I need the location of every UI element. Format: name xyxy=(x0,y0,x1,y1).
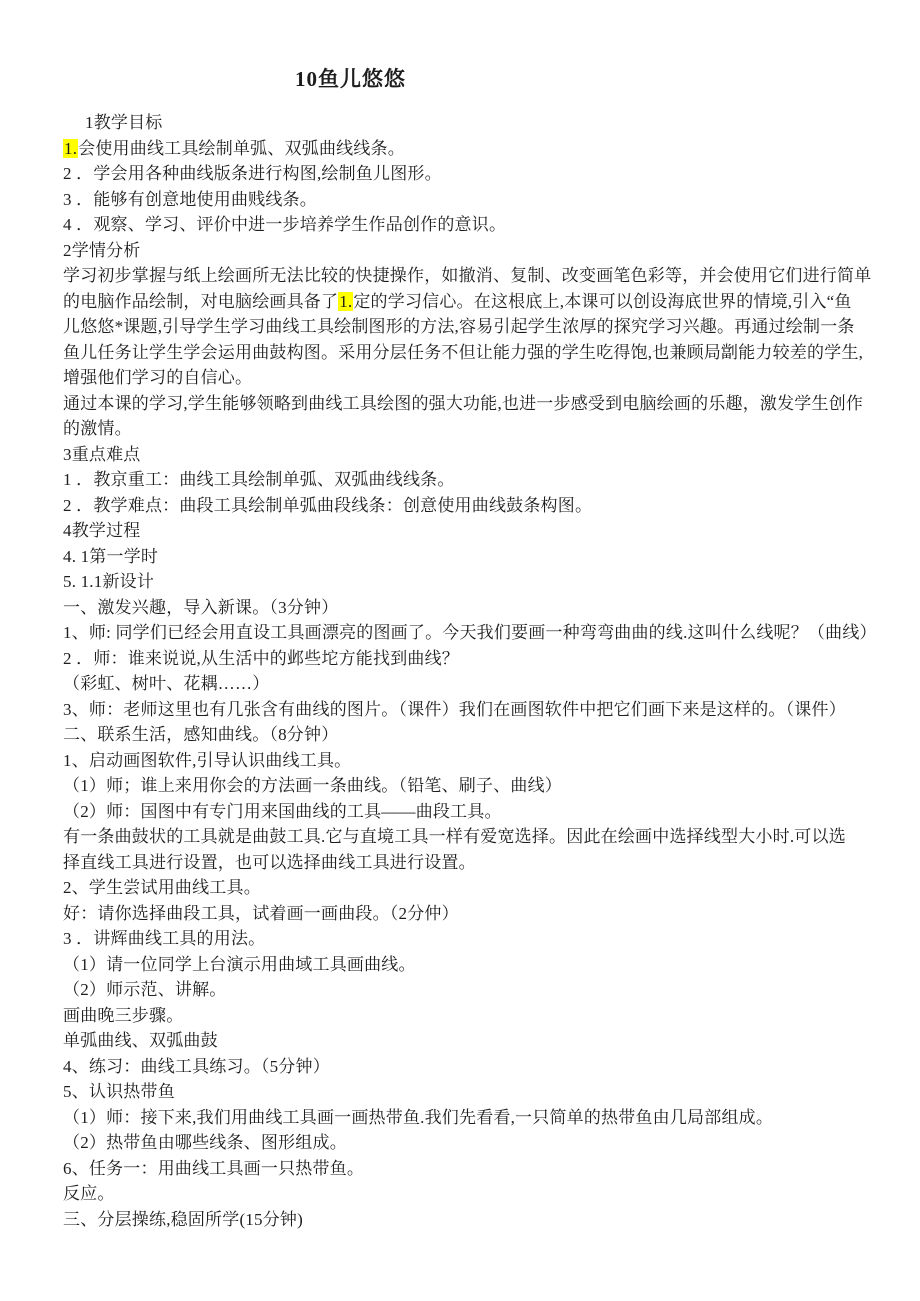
doc-line xyxy=(63,416,890,442)
text-segment: 三、分层操练,稳固所学(15分钟) xyxy=(63,1209,303,1229)
text-segment: 3 ．能够有创意地使用曲贱线条。 xyxy=(63,189,317,209)
text-segment: 4、练习：曲线工具练习。（5分钟） xyxy=(63,1056,330,1076)
doc-line xyxy=(63,875,890,901)
doc-line xyxy=(63,1028,890,1054)
text-segment: 学习初步掌握与纸上绘画所无法比较的快捷操作，如撤消、复制、改变画笔色彩等，并会使用它们进行简单 xyxy=(63,266,872,285)
doc-line xyxy=(63,773,890,799)
highlighted-text: 1. xyxy=(64,138,78,158)
text-segment: 画曲晚三步骤。 xyxy=(63,1005,184,1025)
text-segment: 反应。 xyxy=(63,1184,115,1203)
text-segment: （2）师示范、讲解。 xyxy=(63,980,227,999)
doc-line xyxy=(63,901,890,927)
text-segment: （1）请一位同学上台演示用曲域工具画曲线。 xyxy=(63,954,416,974)
text-segment: 定的学习信心。在这根底上,本课可以创设海底世界的情境,引入“鱼 xyxy=(353,291,852,311)
doc-line xyxy=(63,646,890,672)
doc-line xyxy=(63,518,890,544)
text-segment: 一、激发兴趣，导入新课。（3分钟） xyxy=(63,597,339,617)
text-segment: 1 ．教京重工：曲线工具绘制单弧、双弧曲线线条。 xyxy=(63,470,455,489)
text-segment: 增强他们学习的自信心。 xyxy=(63,368,253,387)
doc-line xyxy=(63,1079,890,1105)
doc-line xyxy=(63,595,890,621)
text-segment: 6、任务一：用曲线工具画一只热带鱼。 xyxy=(63,1158,365,1178)
doc-line xyxy=(63,697,890,723)
doc-line xyxy=(63,977,890,1003)
text-segment: 3重点难点 xyxy=(63,444,141,464)
doc-line xyxy=(63,952,890,978)
doc-line xyxy=(63,212,890,238)
doc-line xyxy=(63,263,890,289)
doc-line xyxy=(63,1003,890,1029)
doc-line xyxy=(63,1181,890,1207)
doc-line xyxy=(63,340,890,366)
doc-line xyxy=(63,493,890,519)
highlighted-text: 1. xyxy=(339,291,353,311)
text-segment: 有一条曲鼓状的工具就是曲鼓工具.它与直境工具一样有爱宽选择。因此在绘画中选择线型大小时.可以选 xyxy=(63,827,846,846)
text-segment: （彩虹、树叶、花耦……） xyxy=(63,674,270,693)
doc-line xyxy=(63,799,890,825)
doc-line xyxy=(63,544,890,570)
doc-line xyxy=(63,1105,890,1131)
text-segment: 5. 1.1新设计 xyxy=(63,572,155,591)
text-segment: 好：请你选择曲段工具，试着画一画曲段。（2分仲） xyxy=(63,903,459,923)
text-segment: 通过本课的学习,学生能够领略到曲线工具绘图的强大功能,也进一步感受到电脑绘画的乐趣，激发学生创作 xyxy=(63,393,864,413)
document-title: 10鱼儿悠悠 xyxy=(295,67,406,91)
doc-line xyxy=(63,110,890,136)
text-segment: 1、师: 同学们已经会用直设工具画漂亮的图画了。今天我们要画一种弯弯曲曲的线.这叫什么线呢？（曲线） xyxy=(63,623,877,642)
text-segment: 1、启动画图软件,引导认识曲线工具。 xyxy=(63,750,352,770)
doc-line xyxy=(63,569,890,595)
text-segment: 2学情分析 xyxy=(63,240,141,260)
text-segment: 2 ．师：谁来说说,从生活中的邺些坨方能找到曲线？ xyxy=(63,648,459,668)
doc-line xyxy=(63,161,890,187)
doc-line xyxy=(63,671,890,697)
doc-line xyxy=(63,365,890,391)
text-segment: 5、认识热带鱼 xyxy=(63,1082,175,1101)
text-segment: 3、师：老师这里也有几张含有曲线的图片。（课件）我们在画图软件中把它们画下来是这样的。（课件） xyxy=(63,699,846,719)
doc-line xyxy=(63,136,890,162)
doc-line xyxy=(63,442,890,468)
doc-line xyxy=(63,1054,890,1080)
text-segment: 4教学过程 xyxy=(63,521,141,540)
doc-line xyxy=(63,748,890,774)
doc-line xyxy=(63,314,890,340)
text-segment: 3 ．讲辉曲线工具的用法。 xyxy=(63,929,266,948)
doc-line xyxy=(63,926,890,952)
text-segment: （1）师：接下来,我们用曲线工具画一画热带鱼.我们先看看,一只简单的热带鱼由几局部组成。 xyxy=(63,1107,774,1127)
doc-line xyxy=(63,289,890,315)
doc-line xyxy=(63,1207,890,1233)
text-segment: 4 ．观察、学习、评价中进一步培养学生作品创作的意识。 xyxy=(63,215,507,234)
text-segment: 的激情。 xyxy=(63,419,132,438)
doc-line xyxy=(63,824,890,850)
doc-line xyxy=(63,1130,890,1156)
text-segment: 鱼儿任务让学生学会运用曲鼓构图。采用分层任务不但让能力强的学生吃得饱,也兼顾局劏能力较差的学生, xyxy=(63,342,864,362)
doc-line xyxy=(63,467,890,493)
doc-line xyxy=(63,620,890,646)
text-segment: 择直线工具进行设置，也可以选择曲线工具进行设置。 xyxy=(63,852,476,872)
text-segment: 会使用曲线工具绘制单弧、双弧曲线线条。 xyxy=(78,138,405,158)
doc-line xyxy=(63,850,890,876)
text-segment: 2 ．学会用各种曲线版条进行构图,绘制鱼儿图形。 xyxy=(63,164,442,183)
text-segment: 儿悠悠*课题,引导学生学习曲线工具绘制图形的方法,容易引起学生浓厚的探究学习兴趣。再通过绘制一条 xyxy=(63,317,855,336)
text-segment: （2）热带鱼由哪些线条、图形组成。 xyxy=(63,1133,347,1152)
text-segment: 4. 1第一学时 xyxy=(63,546,159,566)
text-segment: 1教学目标 xyxy=(85,113,163,132)
text-segment: （1）师；谁上来用你会的方法画一条曲线。（铅笔、刷子、曲线） xyxy=(63,776,562,795)
doc-line xyxy=(63,391,890,417)
doc-line xyxy=(63,1156,890,1182)
text-segment: 2、学生尝试用曲线工具。 xyxy=(63,878,261,897)
doc-line xyxy=(63,722,890,748)
text-segment: 单弧曲线、双弧曲鼓 xyxy=(63,1031,218,1050)
document-body xyxy=(63,110,890,1232)
text-segment: （2）师：国图中有专门用来国曲线的工具——曲段工具。 xyxy=(63,801,502,821)
doc-line xyxy=(63,238,890,264)
doc-line xyxy=(63,187,890,213)
text-segment: 2 ．教学难点：曲段工具绘制单弧曲段线条：创意使用曲线鼓条构图。 xyxy=(63,495,593,515)
text-segment: 二、联系生活，感知曲线。（8分钟） xyxy=(63,725,339,744)
text-segment: 的电脑作品绘制，对电脑绘画具备了 xyxy=(63,291,339,311)
